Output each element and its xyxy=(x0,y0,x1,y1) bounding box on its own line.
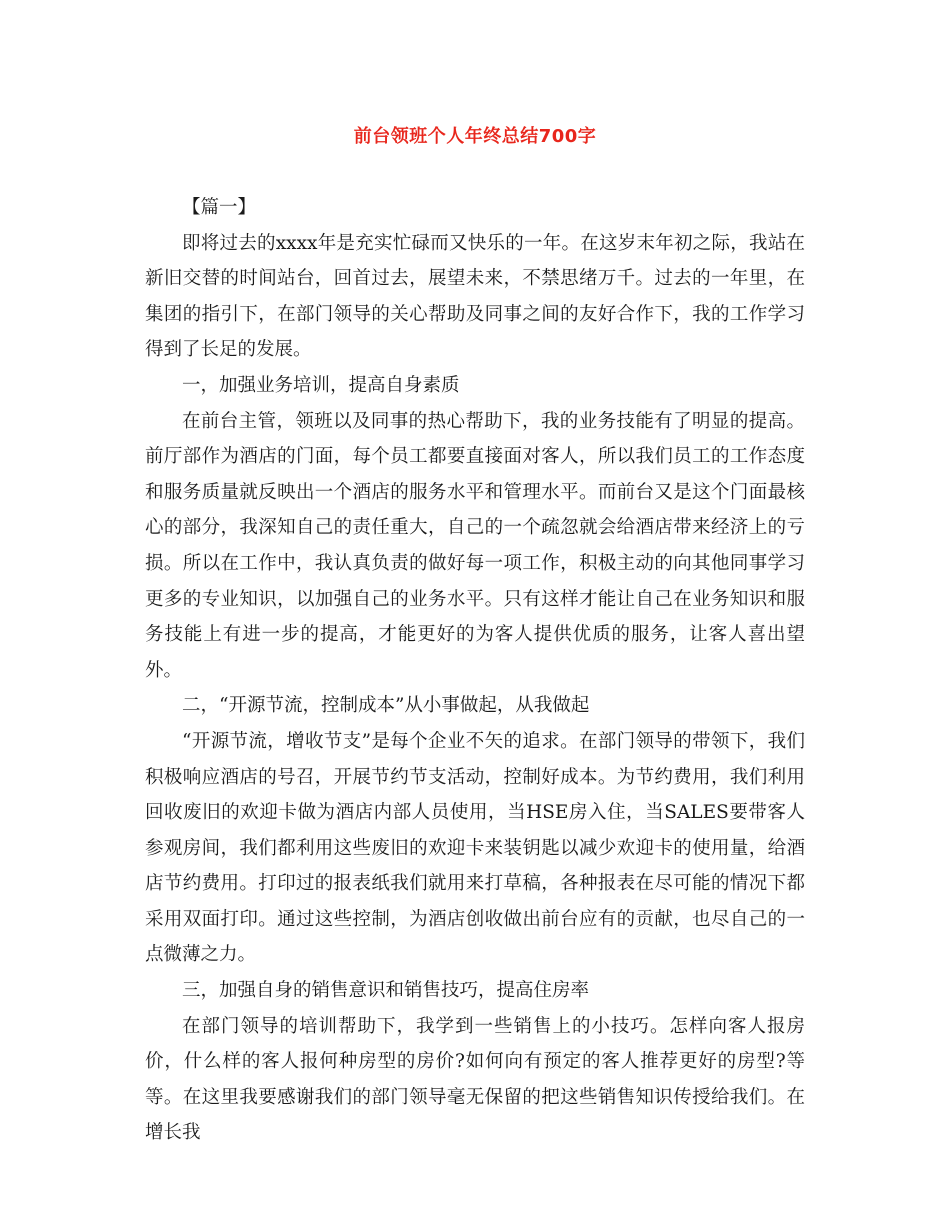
section-heading: 二，“开源节流，控制成本”从小事做起，从我做起 xyxy=(182,695,590,717)
paragraph: 即将过去的xxxx年是充实忙碌而又快乐的一年。在这岁末年初之际，我站在新旧交替的时间站台，回首过去，展望未来，不禁思绪万千。过去的一年里，在集团的指引下，在部门领导的关心帮助及同事之间的友好合作下，我的工作学习得到了长足的发展。 xyxy=(145,232,805,361)
paragraph: 在部门领导的培训帮助下，我学到一些销售上的小技巧。怎样向客人报房价，什么样的客人报何种房型的房价?如何向有预定的客人推荐更好的房型?等等。在这里我要感谢我们的部门领导毫无保留的把这些销售知识传授给我们。在增长我 xyxy=(145,1015,805,1144)
section-heading: 一，加强业务培训，提高自身素质 xyxy=(182,374,460,396)
paragraph: 在前台主管，领班以及同事的热心帮助下，我的业务技能有了明显的提高。前厅部作为酒店的门面，每个员工都要直接面对客人，所以我们员工的工作态度和服务质量就反映出一个酒店的服务水平和管理水平。而前台又是这个门面最核心的部分，我深知自己的责任重大，自己的一个疏忽就会给酒店带来经济上的亏损。所以在工作中，我认真负责的做好每一项工作，积极主动的向其他同事学习更多的专业知识，以加强自己的业务水平。只有这样才能让自己在业务知识和服务技能上有进一步的提高，才能更好的为客人提供优质的服务，让客人喜出望外。 xyxy=(145,410,805,681)
document-title: 前台领班个人年终总结700字 xyxy=(353,126,597,147)
section-heading: 三，加强自身的销售意识和销售技巧，提高住房率 xyxy=(182,980,590,1002)
document-body xyxy=(145,190,805,1151)
paragraph: “开源节流，增收节支”是每个企业不矢的追求。在部门领导的带领下，我们积极响应酒店的号召，开展节约节支活动，控制好成本。为节约费用，我们利用回收废旧的欢迎卡做为酒店内部人员使用，当HSE房入住，当SALES要带客人参观房间，我们都利用这些废旧的欢迎卡来装钥匙以减少欢迎卡的使用量，给酒店节约费用。打印过的报表纸我们就用来打草稿，各种报表在尽可能的情况下都采用双面打印。通过这些控制，为酒店创收做出前台应有的贡献，也尽自己的一点微薄之力。 xyxy=(145,730,805,966)
section-label: 【篇一】 xyxy=(182,197,257,218)
